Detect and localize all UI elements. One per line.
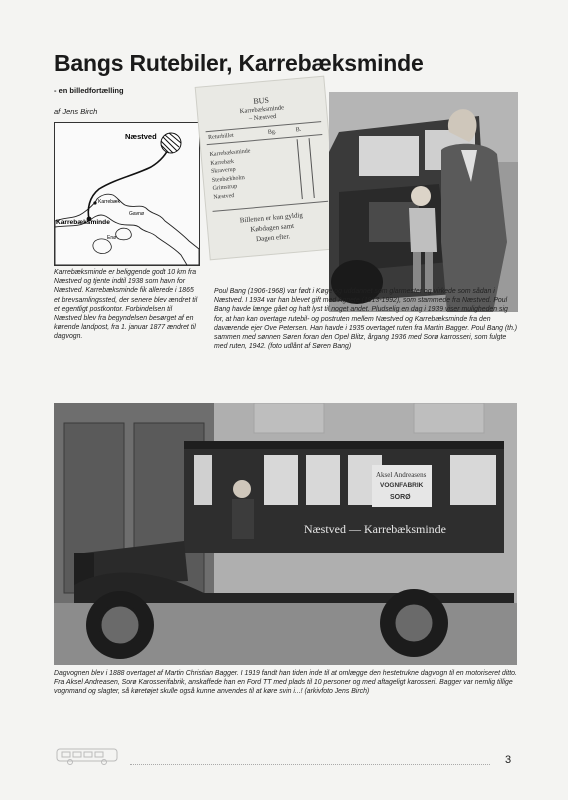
ticket-stop: Stenbækholm (211, 174, 246, 184)
ticket-validity-3: Dagen efter. (255, 232, 291, 244)
photo-ford-tt-bus (54, 403, 517, 665)
portrait-caption-text: Poul Bang (1906-1968) var født i Køge og uddannet som glarmester og virkede som sådan i Næstved. I 1934 var han blevet gift med Agnete (1913-1992), som stammede fra Næstved. Poul Bang havde længe gået og haft lyst til noget andet. Pludselig en dag i 1939 viser muligheden sig for, at han kan overtage rutebil- og postruten mellem Næstved og Karrebæksminde fra den daværende ejer Ove Petersen. Han havde i 1935 overtaget ruten fra Martin Bagger. Poul Bang (th.) sammen med sønnen Søren foran den Opel Blitz, årgang 1936 med Sorø karrosseri, som fulgte med ruten, 1942. (foto udlånt af Søren Bang) (214, 288, 518, 351)
bus-ticket (196, 77, 339, 260)
bus-sign-1: Aksel Andreasens (376, 471, 427, 479)
map-label-naestved: Næstved (125, 132, 157, 141)
map-label-karrebaek: Karrebæk (98, 199, 120, 205)
bus-side-text: Næstved — Karrebæksminde (304, 522, 446, 536)
ticket-arrow-line (297, 139, 303, 199)
article-title: Bangs Rutebiler, Karrebæksminde (54, 50, 424, 76)
ticket-stop: Skraverup (210, 166, 236, 176)
islet-shape (93, 239, 111, 254)
map-label-eno: Enø (107, 235, 117, 241)
ticket-stop: Karrebæk (210, 158, 235, 167)
bus-caption: Dagvognen blev i 1888 overtaget af Martin Christian Bagger. I 1919 fandt han tiden inde til at omlægge den hestetrukne dagvogn til en motoriseret ditto. Fra Aksel Andreasen, Sorø Karosserifabrik, anskaffede han en Ford TT med plads til 10 personer og med aftageligt karosseri. Bagger var nemlig tillige vognmand og slagter, så køretøjet skulle også kunne anvendes til at køre svin i...! (arkivfoto Jens Birch) (54, 670, 517, 696)
island-shape (116, 228, 132, 240)
article-author: af Jens Birch (54, 107, 98, 116)
ticket-stop: Karrebæksminde (209, 148, 251, 158)
ticket-route-2: – Næstved (248, 113, 277, 123)
ticket-col-bg: Bg. (267, 129, 277, 136)
photo-poul-bang-drawing (329, 92, 518, 312)
page-number: 3 (505, 754, 512, 766)
photo-ford-tt-drawing (54, 403, 517, 665)
ticket-col-b: B. (295, 126, 302, 134)
ticket-stops (209, 147, 254, 202)
ticket-validity-2: Købdagen samt (250, 221, 295, 234)
article-subtitle: - en billedfortælling (54, 86, 124, 95)
route-map (54, 122, 200, 266)
ticket-stop: Grimstrup (212, 184, 238, 193)
route-map-drawing (55, 123, 199, 265)
ticket-arrow-line-2 (309, 138, 315, 198)
map-label-gavno: Gavnø (129, 211, 145, 217)
bus-sign-2: VOGNFABRIK (380, 482, 424, 489)
karrebaek-dot (93, 201, 96, 204)
portrait-caption (214, 287, 518, 351)
ticket-stop: Næstved (213, 192, 235, 201)
footer-rule (130, 764, 490, 765)
map-caption: Karrebæksminde er beliggende godt 10 km fra Næstved og tjente indtil 1938 som havn for Næstved. Karrebæksminde fik allerede i 1865 et brevsamlingssted, der senere blev ændret til et egentligt postkontor. Forbindelsen til Næstved blev fra begyndelsen besørget af en kørende landpost, fra 1. januar 1877 ændret til dagvogn. (54, 269, 198, 341)
ticket-validity-1: Billetten er kun gyldig (239, 211, 304, 225)
naestved-area (161, 133, 181, 153)
ticket-header: BUS (252, 95, 270, 106)
ticket-route-1: Karrebæksminde (239, 104, 285, 116)
photo-poul-bang-opel-blitz (329, 92, 518, 312)
bus-sign-3: SORØ (390, 494, 411, 501)
ticket-col-returbillet: Returbillet (207, 132, 234, 142)
bus-logo-icon (56, 747, 118, 765)
map-label-karrebaeksminde: Karrebæksminde (56, 219, 110, 226)
